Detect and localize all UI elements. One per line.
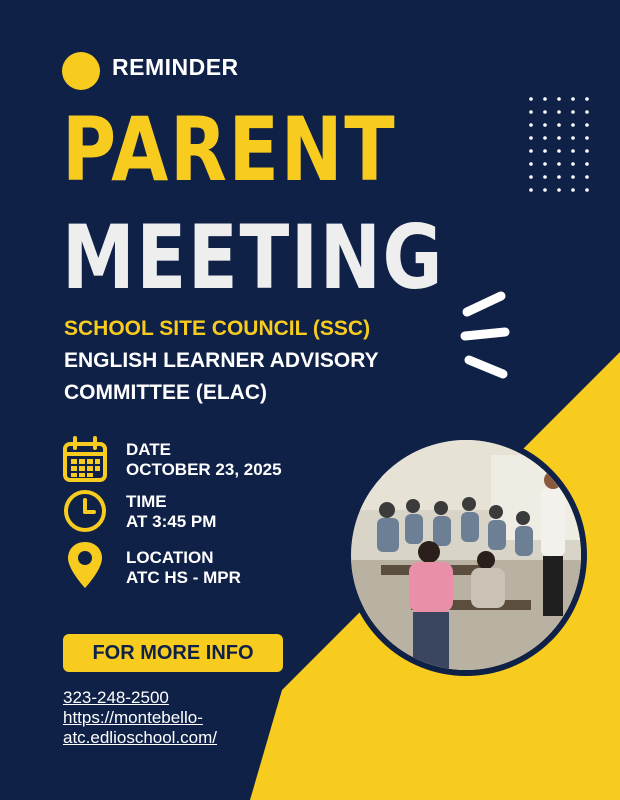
committee-ssc: SCHOOL SITE COUNCIL (SSC) (64, 317, 371, 340)
dot-grid-decoration (527, 95, 591, 195)
website-link-line1[interactable]: https://montebello- (63, 708, 203, 727)
committee-elac-line1: ENGLISH LEARNER ADVISORY (64, 349, 379, 372)
reminder-label: REMINDER (112, 54, 239, 80)
reminder-dot (62, 52, 100, 90)
time-value: AT 3:45 PM (126, 512, 217, 531)
phone-link[interactable]: 323-248-2500 (63, 688, 169, 707)
location-value: ATC HS - MPR (126, 568, 241, 587)
calendar-icon (62, 436, 108, 484)
title-meeting: MEETING (62, 206, 445, 309)
burst-lines-decoration (455, 290, 525, 390)
date-value: OCTOBER 23, 2025 (126, 460, 282, 479)
location-pin-icon (62, 540, 108, 590)
location-label: LOCATION (126, 548, 214, 567)
website-link-line2[interactable]: atc.edlioschool.com/ (63, 728, 218, 747)
committee-elac-line2: COMMITTEE (ELAC) (64, 381, 267, 404)
time-label: TIME (126, 492, 167, 511)
date-label: DATE (126, 440, 172, 459)
clock-icon (62, 488, 108, 534)
title-parent: PARENT (62, 98, 397, 201)
more-info-button[interactable]: FOR MORE INFO (63, 634, 283, 672)
classroom-photo (345, 434, 587, 676)
